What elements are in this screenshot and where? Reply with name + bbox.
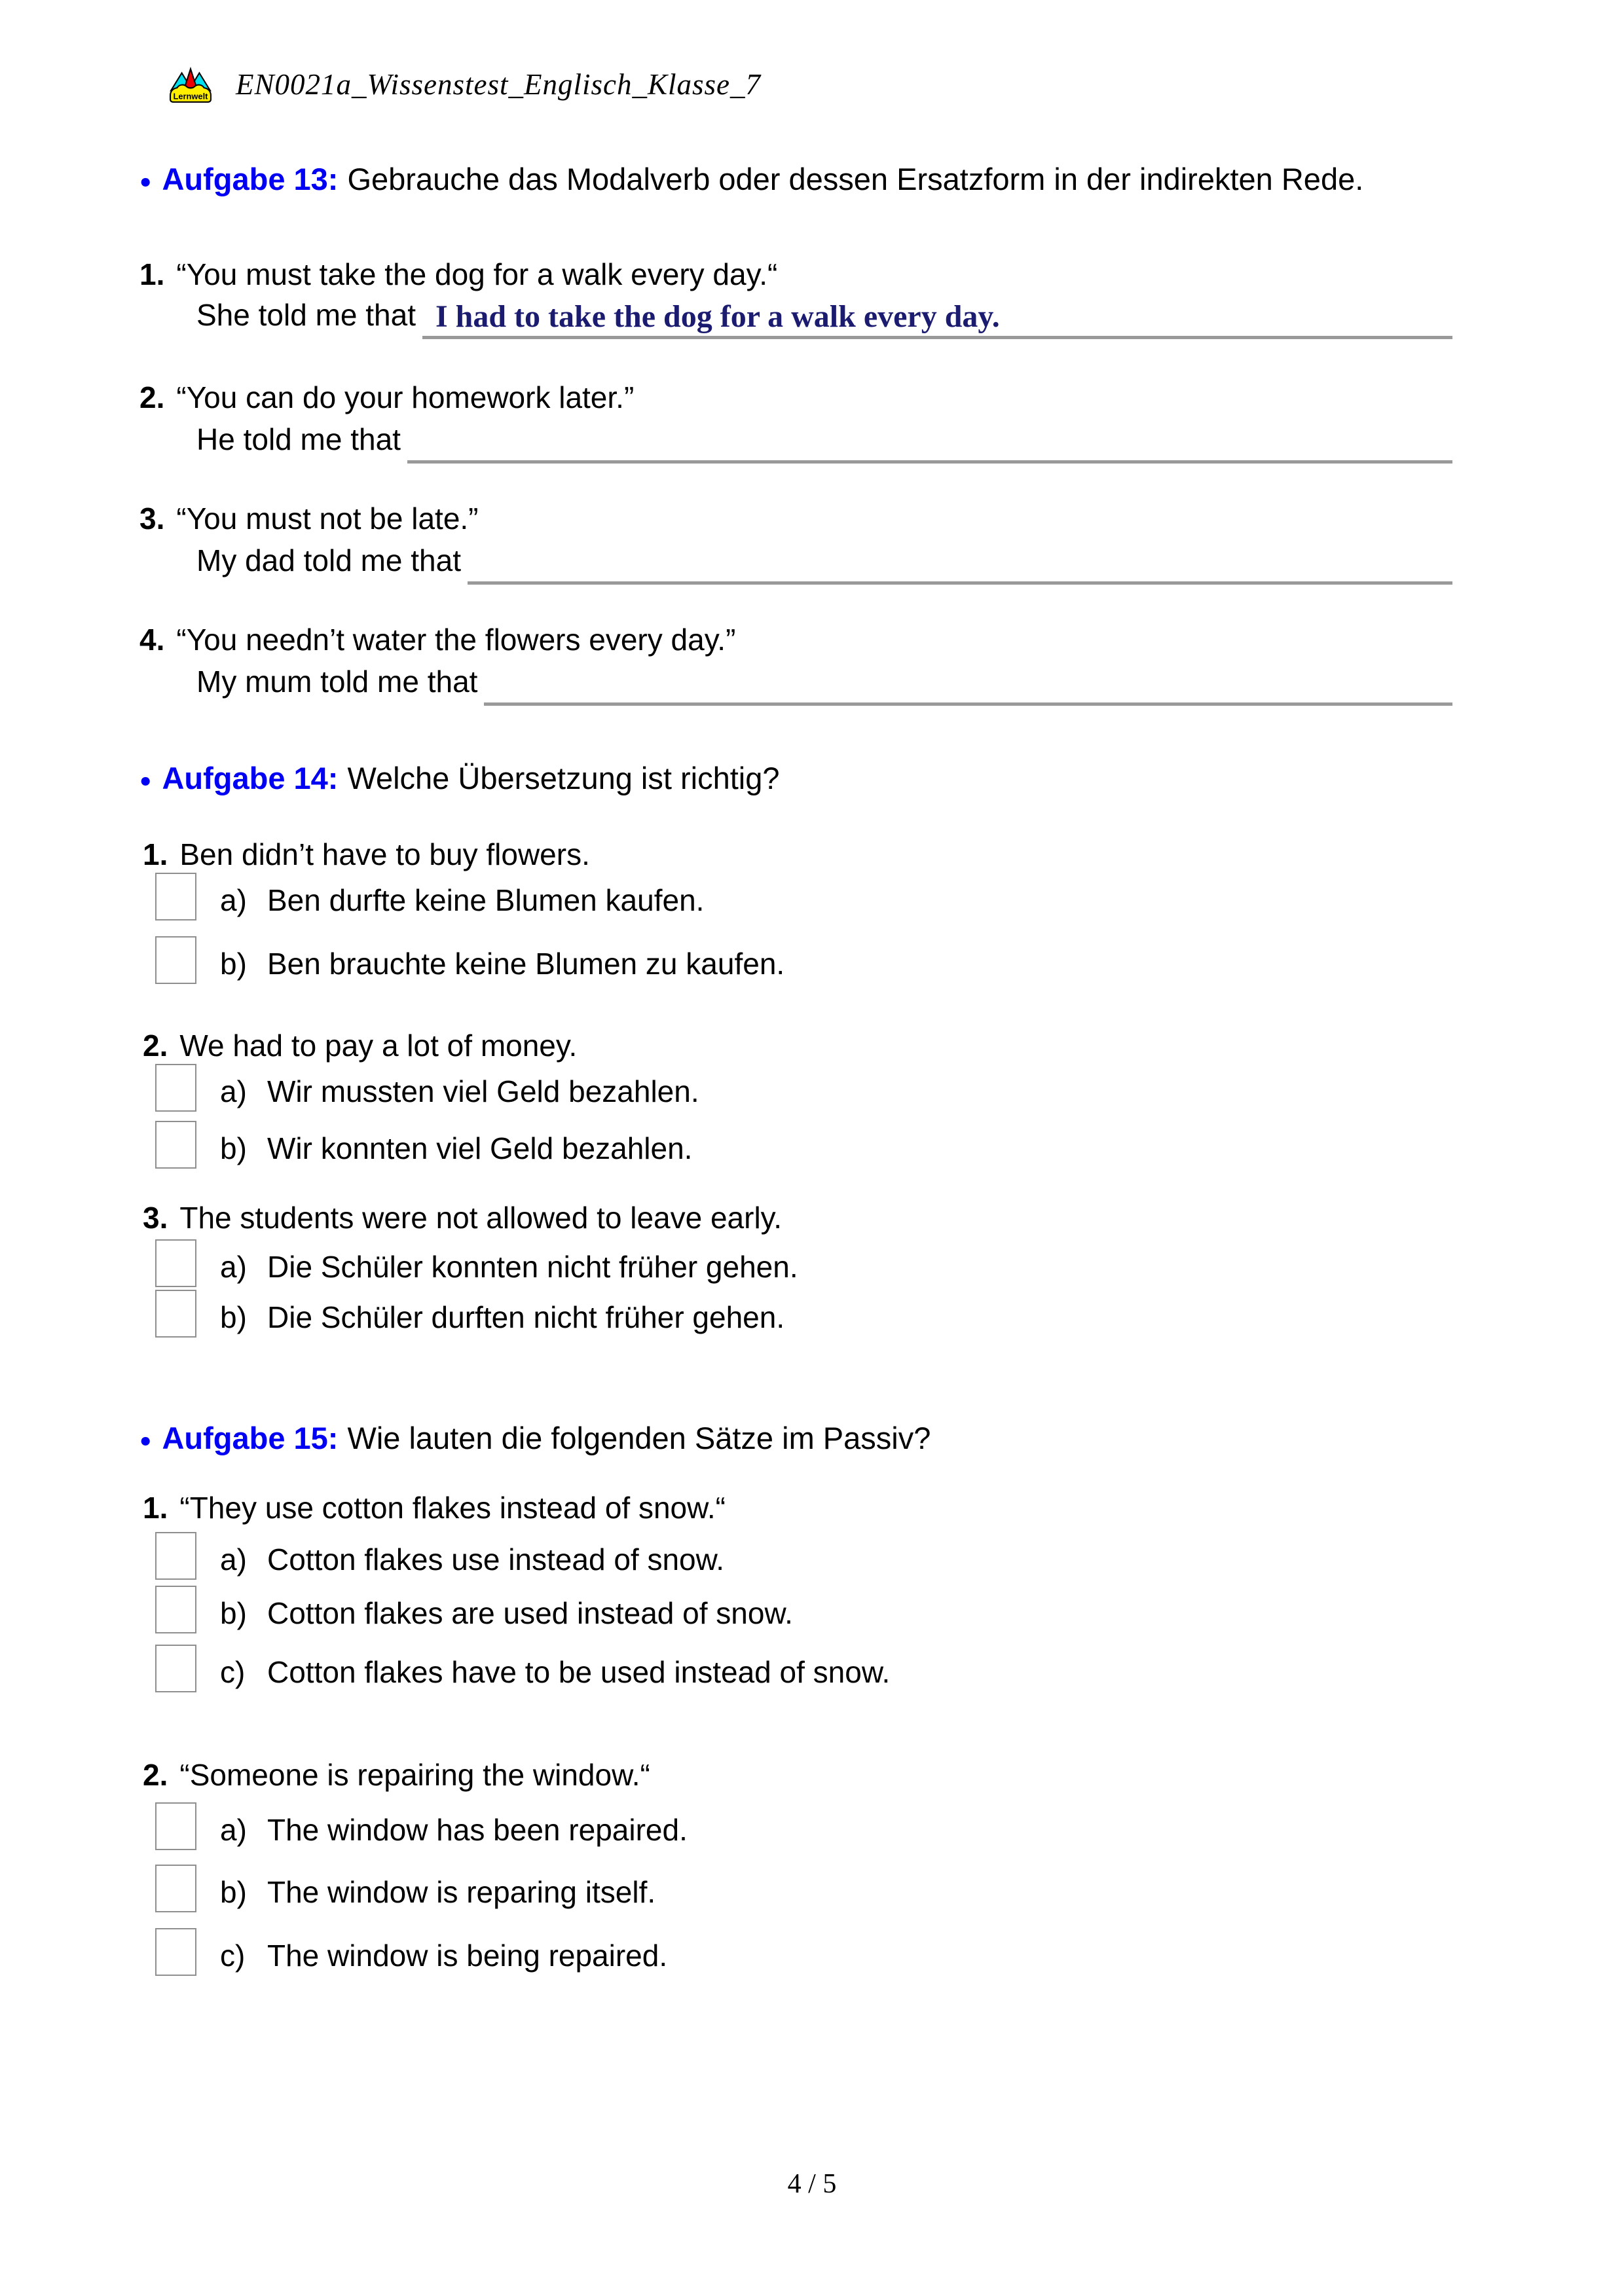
answer-checkbox[interactable] (155, 1239, 196, 1287)
option-row (155, 1802, 688, 1850)
lernwelt-logo-icon (169, 65, 212, 103)
item-quote: “You can do your homework later.” (176, 380, 635, 414)
option-letter: b) (220, 946, 247, 981)
item-stem: “Someone is repairing the window.“ (179, 1758, 650, 1792)
option-text: Wir konnten viel Geld bezahlen. (267, 1131, 693, 1165)
task-instruction: Wie lauten die folgenden Sätze im Passiv? (347, 1421, 931, 1455)
page-footer (0, 2168, 1624, 2200)
option-row (155, 1239, 798, 1287)
option-text: Ben brauchte keine Blumen zu kaufen. (267, 946, 785, 981)
option-row (155, 873, 704, 920)
task-label: Aufgabe 13: (162, 162, 339, 196)
item-quote: “You must not be late.” (176, 501, 479, 536)
answer-row (196, 541, 1452, 585)
answer-checkbox[interactable] (155, 1802, 196, 1850)
answer-checkbox[interactable] (155, 936, 196, 984)
answer-line[interactable] (422, 296, 1452, 339)
answer-row (196, 296, 1452, 339)
item-number: 3. (143, 1201, 168, 1235)
option-text: The window is reparing itself. (267, 1874, 656, 1909)
item-number: 4. (139, 623, 165, 657)
answer-line[interactable] (407, 420, 1452, 464)
option-row (155, 1586, 793, 1633)
answer-checkbox[interactable] (155, 1532, 196, 1580)
page-number: 4 / 5 (787, 2169, 837, 2199)
option-letter: c) (220, 1938, 246, 1973)
task-instruction: Welche Übersetzung ist richtig? (347, 761, 780, 795)
item-number: 1. (143, 1491, 168, 1525)
option-row (155, 1290, 784, 1338)
option-text: Die Schüler durften nicht früher gehen. (267, 1300, 785, 1334)
item-stem: We had to pay a lot of money. (179, 1029, 578, 1063)
option-text: The window is being repaired. (267, 1938, 668, 1973)
document-title: EN0021a_Wissenstest_Englisch_Klasse_7 (236, 68, 761, 101)
answer-checkbox[interactable] (155, 1290, 196, 1338)
section-aufgabe14-heading (139, 756, 1454, 803)
answer-prefix: She told me that (196, 298, 416, 332)
option-letter: a) (220, 1542, 247, 1576)
item-stem: The students were not allowed to leave early. (179, 1201, 783, 1235)
answer-line[interactable] (468, 541, 1452, 585)
section-aufgabe15-heading (139, 1416, 1454, 1463)
answer-checkbox[interactable] (155, 1645, 196, 1692)
quote-item (139, 380, 634, 415)
option-letter: a) (220, 883, 247, 917)
item-number: 1. (143, 837, 168, 871)
option-letter: b) (220, 1300, 247, 1334)
option-letter: a) (220, 1249, 247, 1284)
item-number: 2. (139, 380, 165, 414)
answer-row (196, 420, 1452, 464)
item-number: 3. (139, 501, 165, 536)
quote-item (139, 501, 479, 536)
stem-item (143, 837, 590, 872)
task-instruction: Gebrauche das Modalverb oder dessen Ersatzform in der indirekten Rede. (347, 162, 1364, 196)
option-row (155, 1645, 890, 1692)
logo-text: Lernwelt (173, 91, 208, 101)
item-quote: “You must take the dog for a walk every day.“ (176, 257, 778, 291)
item-number: 1. (139, 257, 165, 291)
option-row (155, 1064, 699, 1112)
answer-line[interactable] (484, 663, 1452, 706)
item-stem: Ben didn’t have to buy flowers. (179, 837, 590, 871)
option-letter: b) (220, 1131, 247, 1165)
answer-checkbox[interactable] (155, 1865, 196, 1912)
item-quote: “You needn’t water the flowers every day.” (176, 623, 736, 657)
option-letter: b) (220, 1874, 247, 1909)
option-letter: a) (220, 1074, 247, 1108)
task-label: Aufgabe 15: (162, 1421, 339, 1455)
option-row (155, 1121, 692, 1169)
answer-checkbox[interactable] (155, 873, 196, 920)
option-letter: c) (220, 1654, 246, 1689)
bullet-icon: ● (139, 769, 152, 792)
answer-prefix: He told me that (196, 422, 401, 456)
option-text: The window has been repaired. (267, 1812, 688, 1847)
option-row (155, 1865, 655, 1912)
item-stem: “They use cotton flakes instead of snow.“ (179, 1491, 726, 1525)
quote-item (139, 622, 735, 657)
bullet-icon: ● (139, 170, 152, 193)
option-text: Cotton flakes use instead of snow. (267, 1542, 725, 1576)
bullet-icon: ● (139, 1429, 152, 1452)
answer-prefix: My mum told me that (196, 665, 478, 699)
item-number: 2. (143, 1029, 168, 1063)
option-text: Die Schüler konnten nicht früher gehen. (267, 1249, 798, 1284)
answer-checkbox[interactable] (155, 1928, 196, 1976)
answer-row (196, 663, 1452, 706)
task-label: Aufgabe 14: (162, 761, 339, 795)
answer-checkbox[interactable] (155, 1064, 196, 1112)
option-row (155, 936, 784, 984)
stem-item (143, 1028, 577, 1063)
stem-item (143, 1200, 782, 1235)
option-row (155, 1928, 667, 1976)
stem-item (143, 1490, 726, 1525)
option-text: Cotton flakes are used instead of snow. (267, 1595, 793, 1630)
option-letter: b) (220, 1595, 247, 1630)
option-text: Ben durfte keine Blumen kaufen. (267, 883, 705, 917)
answer-prefix: My dad told me that (196, 543, 461, 577)
quote-item (139, 257, 777, 292)
handwritten-answer: I had to take the dog for a walk every day. (435, 299, 1000, 334)
option-row (155, 1532, 724, 1580)
option-text: Cotton flakes have to be used instead of snow. (267, 1654, 891, 1689)
section-aufgabe13-heading (139, 157, 1454, 204)
stem-item (143, 1757, 650, 1793)
answer-checkbox[interactable] (155, 1586, 196, 1633)
option-text: Wir mussten viel Geld bezahlen. (267, 1074, 699, 1108)
header (169, 65, 761, 103)
answer-checkbox[interactable] (155, 1121, 196, 1169)
item-number: 2. (143, 1758, 168, 1792)
option-letter: a) (220, 1812, 247, 1847)
